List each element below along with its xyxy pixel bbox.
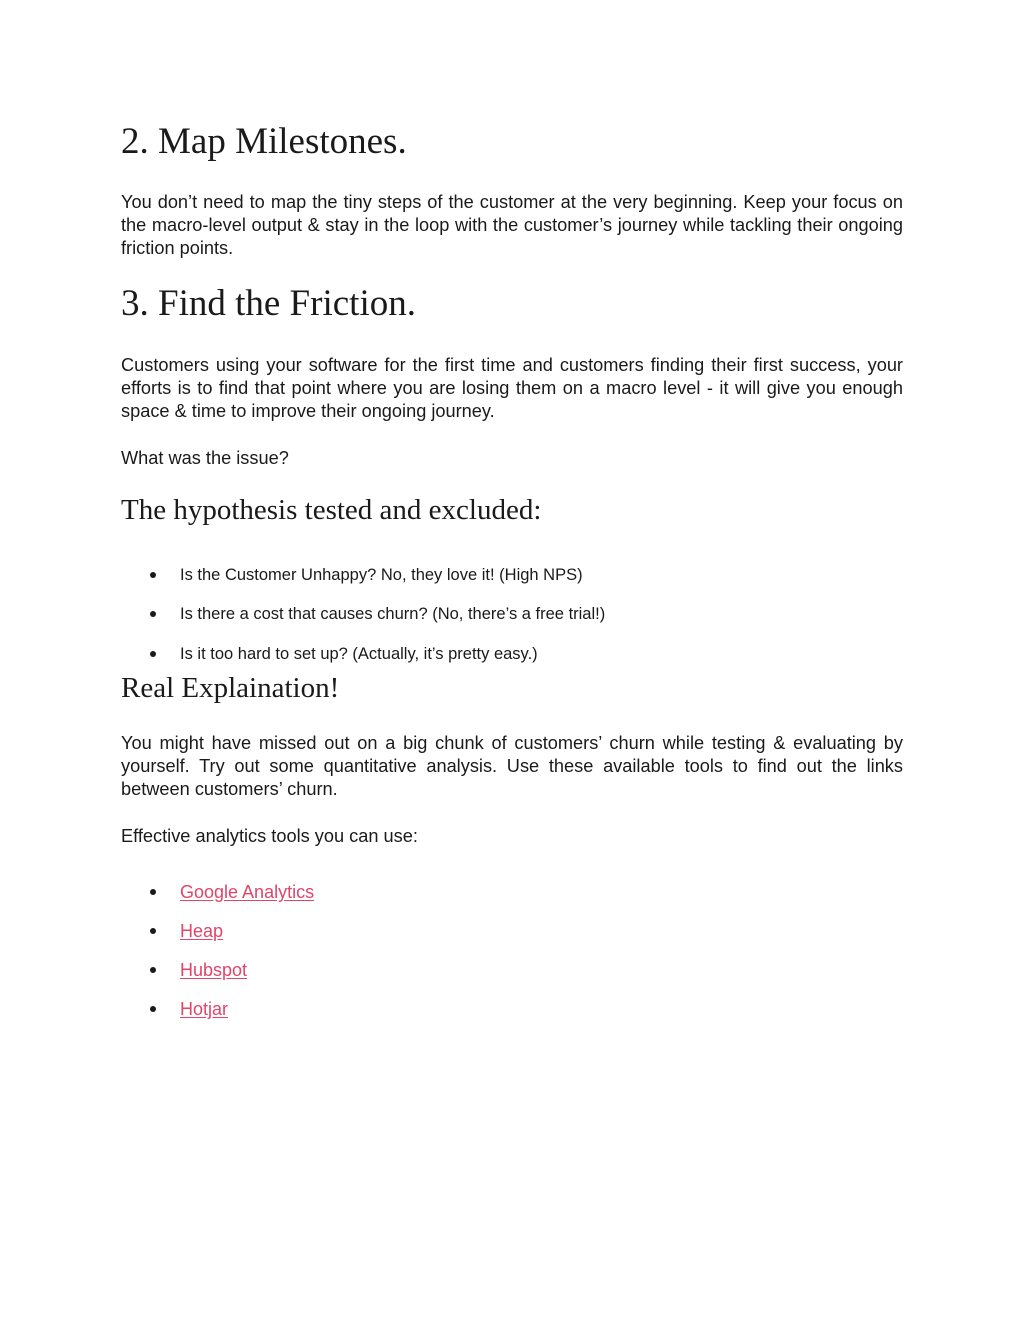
bullet-icon — [150, 611, 156, 617]
subheading-hypothesis: The hypothesis tested and excluded: — [121, 494, 542, 526]
bullet-icon — [150, 1006, 156, 1012]
question-text: What was the issue? — [121, 448, 289, 468]
link-heap[interactable]: Heap — [180, 921, 224, 941]
link-hotjar[interactable]: Hotjar — [180, 999, 229, 1019]
list-item-text: Is the Customer Unhappy? No, they love it! (High NPS) — [180, 566, 583, 584]
link-hubspot[interactable]: Hubspot — [180, 960, 248, 980]
link-google-analytics[interactable]: Google Analytics — [180, 882, 315, 902]
subheading-real-explanation: Real Explaination! — [121, 672, 340, 704]
section-heading-map-milestones: 2. Map Milestones. — [121, 121, 407, 162]
list-item-text: Is there a cost that causes churn? (No, there’s a free trial!) — [180, 605, 606, 623]
list-item-text: Is it too hard to set up? (Actually, it’s pretty easy.) — [180, 645, 538, 663]
bullet-icon — [150, 572, 156, 578]
bullet-icon — [150, 651, 156, 657]
section-heading-find-friction: 3. Find the Friction. — [121, 283, 416, 324]
bullet-icon — [150, 967, 156, 973]
bullet-icon — [150, 928, 156, 934]
bullet-icon — [150, 889, 156, 895]
paragraph-map-milestones: You don’t need to map the tiny steps of the customer at the very beginning. Keep your focus on the macro-level output & stay in the loop with the customer’s journey while tackling their ongoing friction points. — [121, 192, 903, 258]
paragraph-real-explanation: You might have missed out on a big chunk of customers’ churn while testing & evaluating by yourself. Try out some quantitative analysis. Use these available tools to find out the links between customers’ churn. — [121, 733, 903, 799]
tools-intro-text: Effective analytics tools you can use: — [121, 826, 418, 846]
document-page — [121, 0, 903, 1325]
paragraph-find-friction: Customers using your software for the first time and customers finding their first success, your efforts is to find that point where you are losing them on a macro level - it will give you enough space & time to improve their ongoing journey. — [121, 355, 903, 421]
